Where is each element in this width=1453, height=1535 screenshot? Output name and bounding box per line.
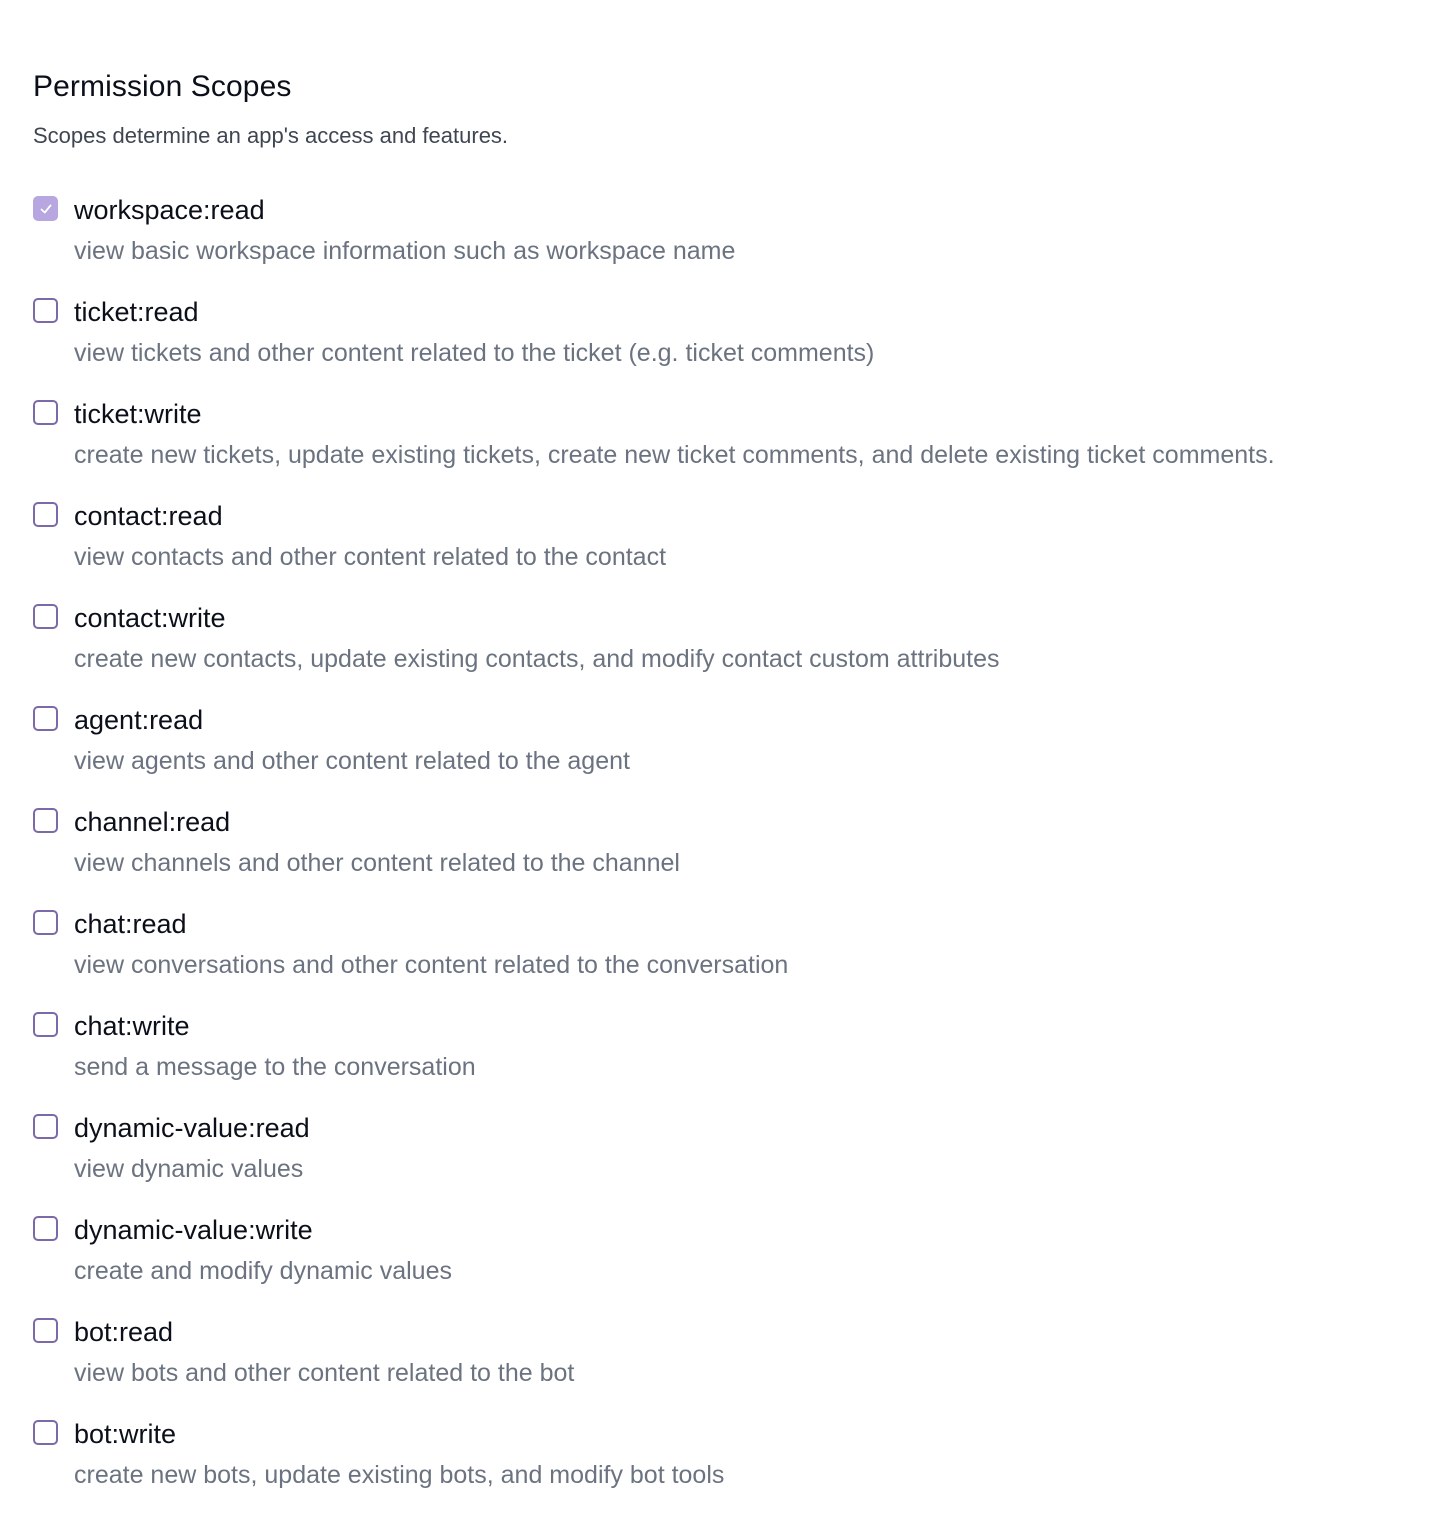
scope-name[interactable]: channel:read	[74, 807, 231, 837]
scope-name[interactable]: contact:read	[74, 501, 223, 531]
scope-item-dynamic-value-read	[33, 1113, 1453, 1215]
scope-checkbox[interactable]	[33, 1012, 58, 1037]
scope-checkbox[interactable]	[33, 706, 58, 731]
scope-description: create new bots, update existing bots, and modify bot tools	[74, 1461, 725, 1489]
scope-description: send a message to the conversation	[74, 1053, 476, 1081]
scope-item-dynamic-value-write	[33, 1215, 1453, 1317]
scope-description: view contacts and other content related to the contact	[74, 543, 667, 571]
scope-item-ticket-write	[33, 399, 1453, 501]
scope-description: view conversations and other content related to the conversation	[74, 951, 789, 979]
scope-description: view bots and other content related to the bot	[74, 1359, 575, 1387]
scope-name[interactable]: agent:read	[74, 705, 204, 735]
scope-item-agent-read	[33, 705, 1453, 807]
scope-checkbox[interactable]	[33, 1420, 58, 1445]
scope-item-chat-read	[33, 909, 1453, 1011]
scope-checkbox[interactable]	[33, 196, 58, 221]
scope-description: view agents and other content related to the agent	[74, 747, 630, 775]
scope-item-ticket-read	[33, 297, 1453, 399]
section-description: Scopes determine an app's access and features.	[33, 123, 509, 148]
scope-description: view basic workspace information such as workspace name	[74, 237, 736, 265]
scope-checkbox[interactable]	[33, 298, 58, 323]
scope-item-bot-write	[33, 1419, 1453, 1521]
scope-checkbox[interactable]	[33, 502, 58, 527]
scope-item-chat-write	[33, 1011, 1453, 1113]
scope-checkbox[interactable]	[33, 808, 58, 833]
scope-checkbox[interactable]	[33, 604, 58, 629]
scope-checkbox[interactable]	[33, 1216, 58, 1241]
scope-name[interactable]: bot:write	[74, 1419, 177, 1449]
scope-name[interactable]: chat:write	[74, 1011, 190, 1041]
scope-item-channel-read	[33, 807, 1453, 909]
scope-description: view tickets and other content related to the ticket (e.g. ticket comments)	[74, 339, 875, 367]
scope-name[interactable]: ticket:write	[74, 399, 202, 429]
scope-item-contact-write	[33, 603, 1453, 705]
scope-name[interactable]: chat:read	[74, 909, 187, 939]
scope-checkbox[interactable]	[33, 1318, 58, 1343]
scope-description: create new tickets, update existing tickets, create new ticket comments, and delete existing ticket comments.	[74, 441, 1275, 469]
scope-name[interactable]: bot:read	[74, 1317, 174, 1347]
check-icon	[39, 202, 53, 216]
scope-description: view dynamic values	[74, 1155, 304, 1183]
scope-name[interactable]: dynamic-value:write	[74, 1215, 313, 1245]
scope-name[interactable]: ticket:read	[74, 297, 199, 327]
scope-item-contact-read	[33, 501, 1453, 603]
scope-name[interactable]: dynamic-value:read	[74, 1113, 310, 1143]
scope-checkbox[interactable]	[33, 400, 58, 425]
scope-name[interactable]: workspace:read	[74, 195, 265, 225]
scope-item-workspace-read	[33, 195, 1453, 297]
section-title: Permission Scopes	[33, 70, 292, 103]
scope-checkbox[interactable]	[33, 1114, 58, 1139]
scope-description: create new contacts, update existing contacts, and modify contact custom attributes	[74, 645, 1000, 673]
scope-item-bot-read	[33, 1317, 1453, 1419]
scope-description: view channels and other content related to the channel	[74, 849, 680, 877]
scope-list	[33, 150, 1453, 1521]
scope-checkbox[interactable]	[33, 910, 58, 935]
scope-name[interactable]: contact:write	[74, 603, 226, 633]
scope-description: create and modify dynamic values	[74, 1257, 452, 1285]
